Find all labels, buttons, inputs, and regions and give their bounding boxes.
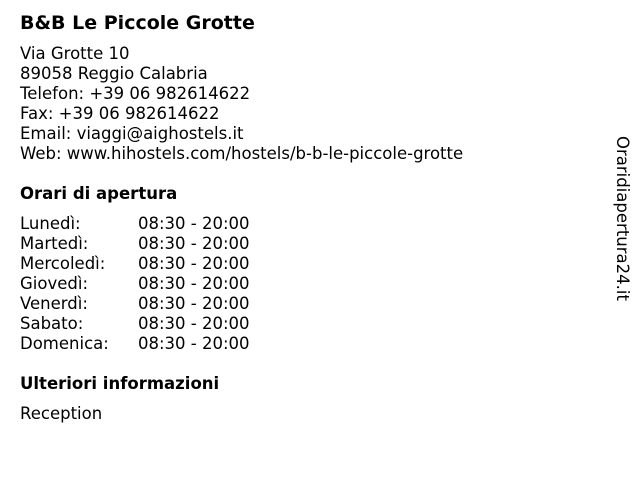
day-label: Lunedì: [20,214,81,233]
additional-info-text: Reception [20,404,103,423]
day-label: Venerdì: [20,294,88,313]
website-url: Web: www.hihostels.com/hostels/b-b-le-piccole-grotte [20,144,464,163]
contact-details [20,44,463,164]
address-city: 89058 Reggio Calabria [20,64,208,83]
time-range: 08:30 - 20:00 [138,214,250,233]
business-name: B&B Le Piccole Grotte [20,12,255,34]
day-label: Martedì: [20,234,89,253]
day-label: Domenica: [20,334,109,353]
time-range: 08:30 - 20:00 [138,254,250,273]
site-watermark: Oraridiapertura24.it [613,136,632,301]
day-label: Sabato: [20,314,84,333]
email-address: Email: viaggi@aighostels.it [20,124,244,143]
address-street: Via Grotte 10 [20,44,130,63]
additional-info-heading: Ulteriori informazioni [20,374,220,393]
phone-number: Telefon: +39 06 982614622 [20,84,251,103]
time-range: 08:30 - 20:00 [138,274,250,293]
day-label: Giovedì: [20,274,88,293]
time-range: 08:30 - 20:00 [138,294,250,313]
time-range: 08:30 - 20:00 [138,234,250,253]
opening-hours-heading: Orari di apertura [20,184,178,203]
time-range: 08:30 - 20:00 [138,314,250,333]
day-label: Mercoledì: [20,254,106,273]
time-range: 08:30 - 20:00 [138,334,250,353]
fax-number: Fax: +39 06 982614622 [20,104,220,123]
